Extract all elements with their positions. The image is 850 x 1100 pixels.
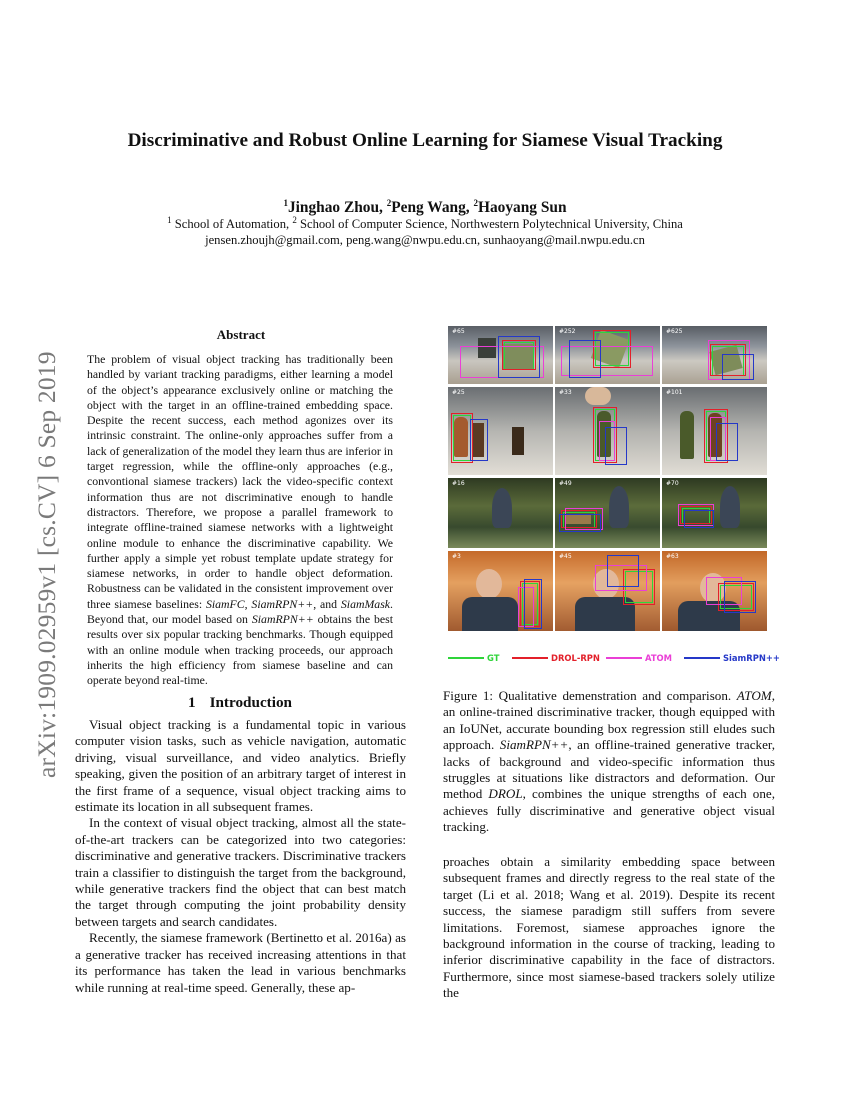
legend-label: DROL-RPN	[551, 653, 600, 663]
caption-text: , an online-trained discriminative tracker, though equipped with an IoUNet, accurate bounding box regression still eludes such approach.	[443, 688, 775, 753]
caption-text: Figure 1: Qualitative demenstration and comparison.	[443, 688, 737, 703]
paragraph: Visual object tracking is a fundamental topic in various computer vision tasks, such as vehicle navigation, automatic driving, visual surveillance, and video analytics. Briefly speaking, given the position of an arbitrary target of interest in the first frame of a sequence, visual object tracking aims to estimate its location in all subsequent frames.	[75, 717, 406, 815]
caption-emph: SiamRPN++	[499, 737, 569, 753]
figure-caption	[443, 688, 775, 836]
figure-frame	[555, 478, 660, 548]
author-emails: jensen.zhoujh@gmail.com, peng.wang@nwpu.edu.cn, sunhaoyang@mail.nwpu.edu.cn	[205, 232, 645, 247]
abstract-emph: SiamRPN++	[251, 596, 314, 611]
affiliations	[60, 214, 790, 248]
author-name: Peng Wang,	[391, 199, 474, 216]
legend-swatch	[448, 657, 484, 659]
paragraph: In the context of visual object tracking, almost all the state-of-the-art trackers can be categorized into two categories: discriminative and generative trackers. Discriminative trackers train a classifier to distinguish the target from the background, while generative trackers find the object that can best match the target through computing the joint probability density between targets and search candidates.	[75, 815, 406, 929]
abstract-emph: SiamMask	[340, 596, 391, 611]
abstract-emph: SiamRPN++	[251, 612, 314, 627]
affil-text: School of Automation,	[171, 217, 293, 231]
figure-legend	[448, 653, 780, 667]
frame-number: #70	[666, 480, 679, 487]
caption-text: , combines the unique strengths of each one, achieves fully discriminative and generative object visual tracking.	[443, 786, 775, 835]
frame-number: #625	[666, 328, 683, 335]
frame-number: #16	[452, 480, 465, 487]
figure-frame	[662, 326, 767, 384]
figure-frame	[448, 551, 553, 631]
abstract-text: The problem of visual object tracking has traditionally been handled by variant tracking paradigms, either learning a model of the object’s appearance exclusively online or matching the object with the target in an offline-trained embedding space. Despite the recent success, each method agonizes over its intrinsic constraint. The online-only approaches suffer from a lack of generalization of the model they learn thus are inferior in target regression, while the offline-only approaches (e.g., convontional siamese trackers) lack the video-specific context information thus are not discriminative enough to handle distractors. Therefore, we propose a parallel framework to integrate offline-trained siamese networks with a lightweight online module to enhance the discriminative capability. We further apply a simple yet robust template update strategy for siamese networks, in order to handle object deformation. Robustness can be validated in the consistent improvement over three siamese baselines:	[87, 352, 393, 611]
section-heading-introduction	[75, 694, 405, 712]
author-affil-mark: 1	[283, 197, 288, 208]
frame-number: #33	[559, 389, 572, 396]
affil-mark: 1	[167, 214, 172, 225]
figure-frame	[448, 478, 553, 548]
author-name: Haoyang Sun	[478, 199, 567, 216]
abstract-heading: Abstract	[216, 327, 266, 342]
abstract-text: ,	[244, 596, 252, 611]
figure-frame	[555, 551, 660, 631]
abstract-body	[87, 352, 393, 689]
legend-label: ATOM	[645, 653, 672, 663]
frame-number: #65	[452, 328, 465, 335]
frame-number: #101	[666, 389, 683, 396]
caption-emph: ATOM	[736, 688, 772, 703]
legend-swatch	[684, 657, 720, 659]
legend-item	[512, 653, 600, 663]
figure-frame	[662, 478, 767, 548]
author-name: Jinghao Zhou,	[287, 199, 387, 216]
frame-number: #3	[452, 553, 461, 560]
author-affil-mark: 2	[473, 197, 478, 208]
abstract-text: , and	[313, 596, 341, 611]
arxiv-side-label	[22, 300, 62, 780]
legend-label: GT	[487, 653, 500, 663]
abstract-emph: SiamFC	[205, 596, 245, 611]
author-affil-mark: 2	[386, 197, 392, 208]
legend-swatch	[606, 657, 642, 659]
paragraph: proaches obtain a similarity embedding space between subsequent frames and directly regress to the real state of the target (Li et al. 2018; Wang et al. 2019). Despite its recent success, the siamese paradigm still suffers from severe limitations. Foremost, siamese approaches ignore the background information in the course of tracking, leading to inferior discriminative capability in the face of distractors. Furthermore, since most siamese-based trackers solely utilize the	[443, 854, 775, 1001]
legend-item	[606, 653, 672, 663]
paper-title: Discriminative and Robust Online Learning for Siamese Visual Tracking	[127, 130, 723, 151]
abstract-text: obtains the best results over six popular tracking benchmarks. Though equipped with an online module when tracking proceeds, our approach inherits the high efficiency from siamese baseline and can operate beyond real-time.	[87, 612, 393, 688]
section-number: 1	[187, 694, 196, 711]
frame-number: #252	[559, 328, 576, 335]
section-title: Introduction	[209, 694, 293, 711]
figure-1	[448, 326, 771, 648]
affil-mark: 2	[292, 214, 297, 225]
arxiv-identifier: arXiv:1909.02959v1 [cs.CV] 6 Sep 2019	[32, 351, 61, 778]
figure-frame	[662, 551, 767, 631]
right-column-body	[443, 854, 775, 1002]
frame-number: #45	[559, 553, 572, 560]
frame-number: #49	[559, 480, 572, 487]
figure-frame	[662, 387, 767, 475]
legend-swatch	[512, 657, 548, 659]
affiliation-line	[60, 214, 790, 233]
paragraph: Recently, the siamese framework (Bertinetto et al. 2016a) as a generative tracker has received increasing attentions in that its performance has taken the lead in various benchmarks while running at real-time speed. Generally, these ap-	[75, 930, 406, 995]
figure-frame	[555, 387, 660, 475]
figure-frame	[448, 326, 553, 384]
legend-item	[684, 653, 780, 663]
abstract-text: . Beyond that, our model based on	[87, 596, 393, 627]
figure-frame	[555, 326, 660, 384]
frame-number: #25	[452, 389, 465, 396]
caption-text: , an offline-trained generative tracker, lacks of background and video-specific information thus struggles at situations like distractors and deformation. Our method	[443, 737, 776, 802]
frame-number: #63	[666, 553, 679, 560]
affil-text: School of Computer Science, Northwestern Polytechnical University, China	[296, 217, 683, 231]
figure-frame	[448, 387, 553, 475]
legend-item	[448, 653, 499, 663]
legend-label: SiamRPN++	[723, 653, 780, 663]
introduction-body	[75, 717, 406, 996]
caption-emph: DROL	[488, 786, 523, 802]
